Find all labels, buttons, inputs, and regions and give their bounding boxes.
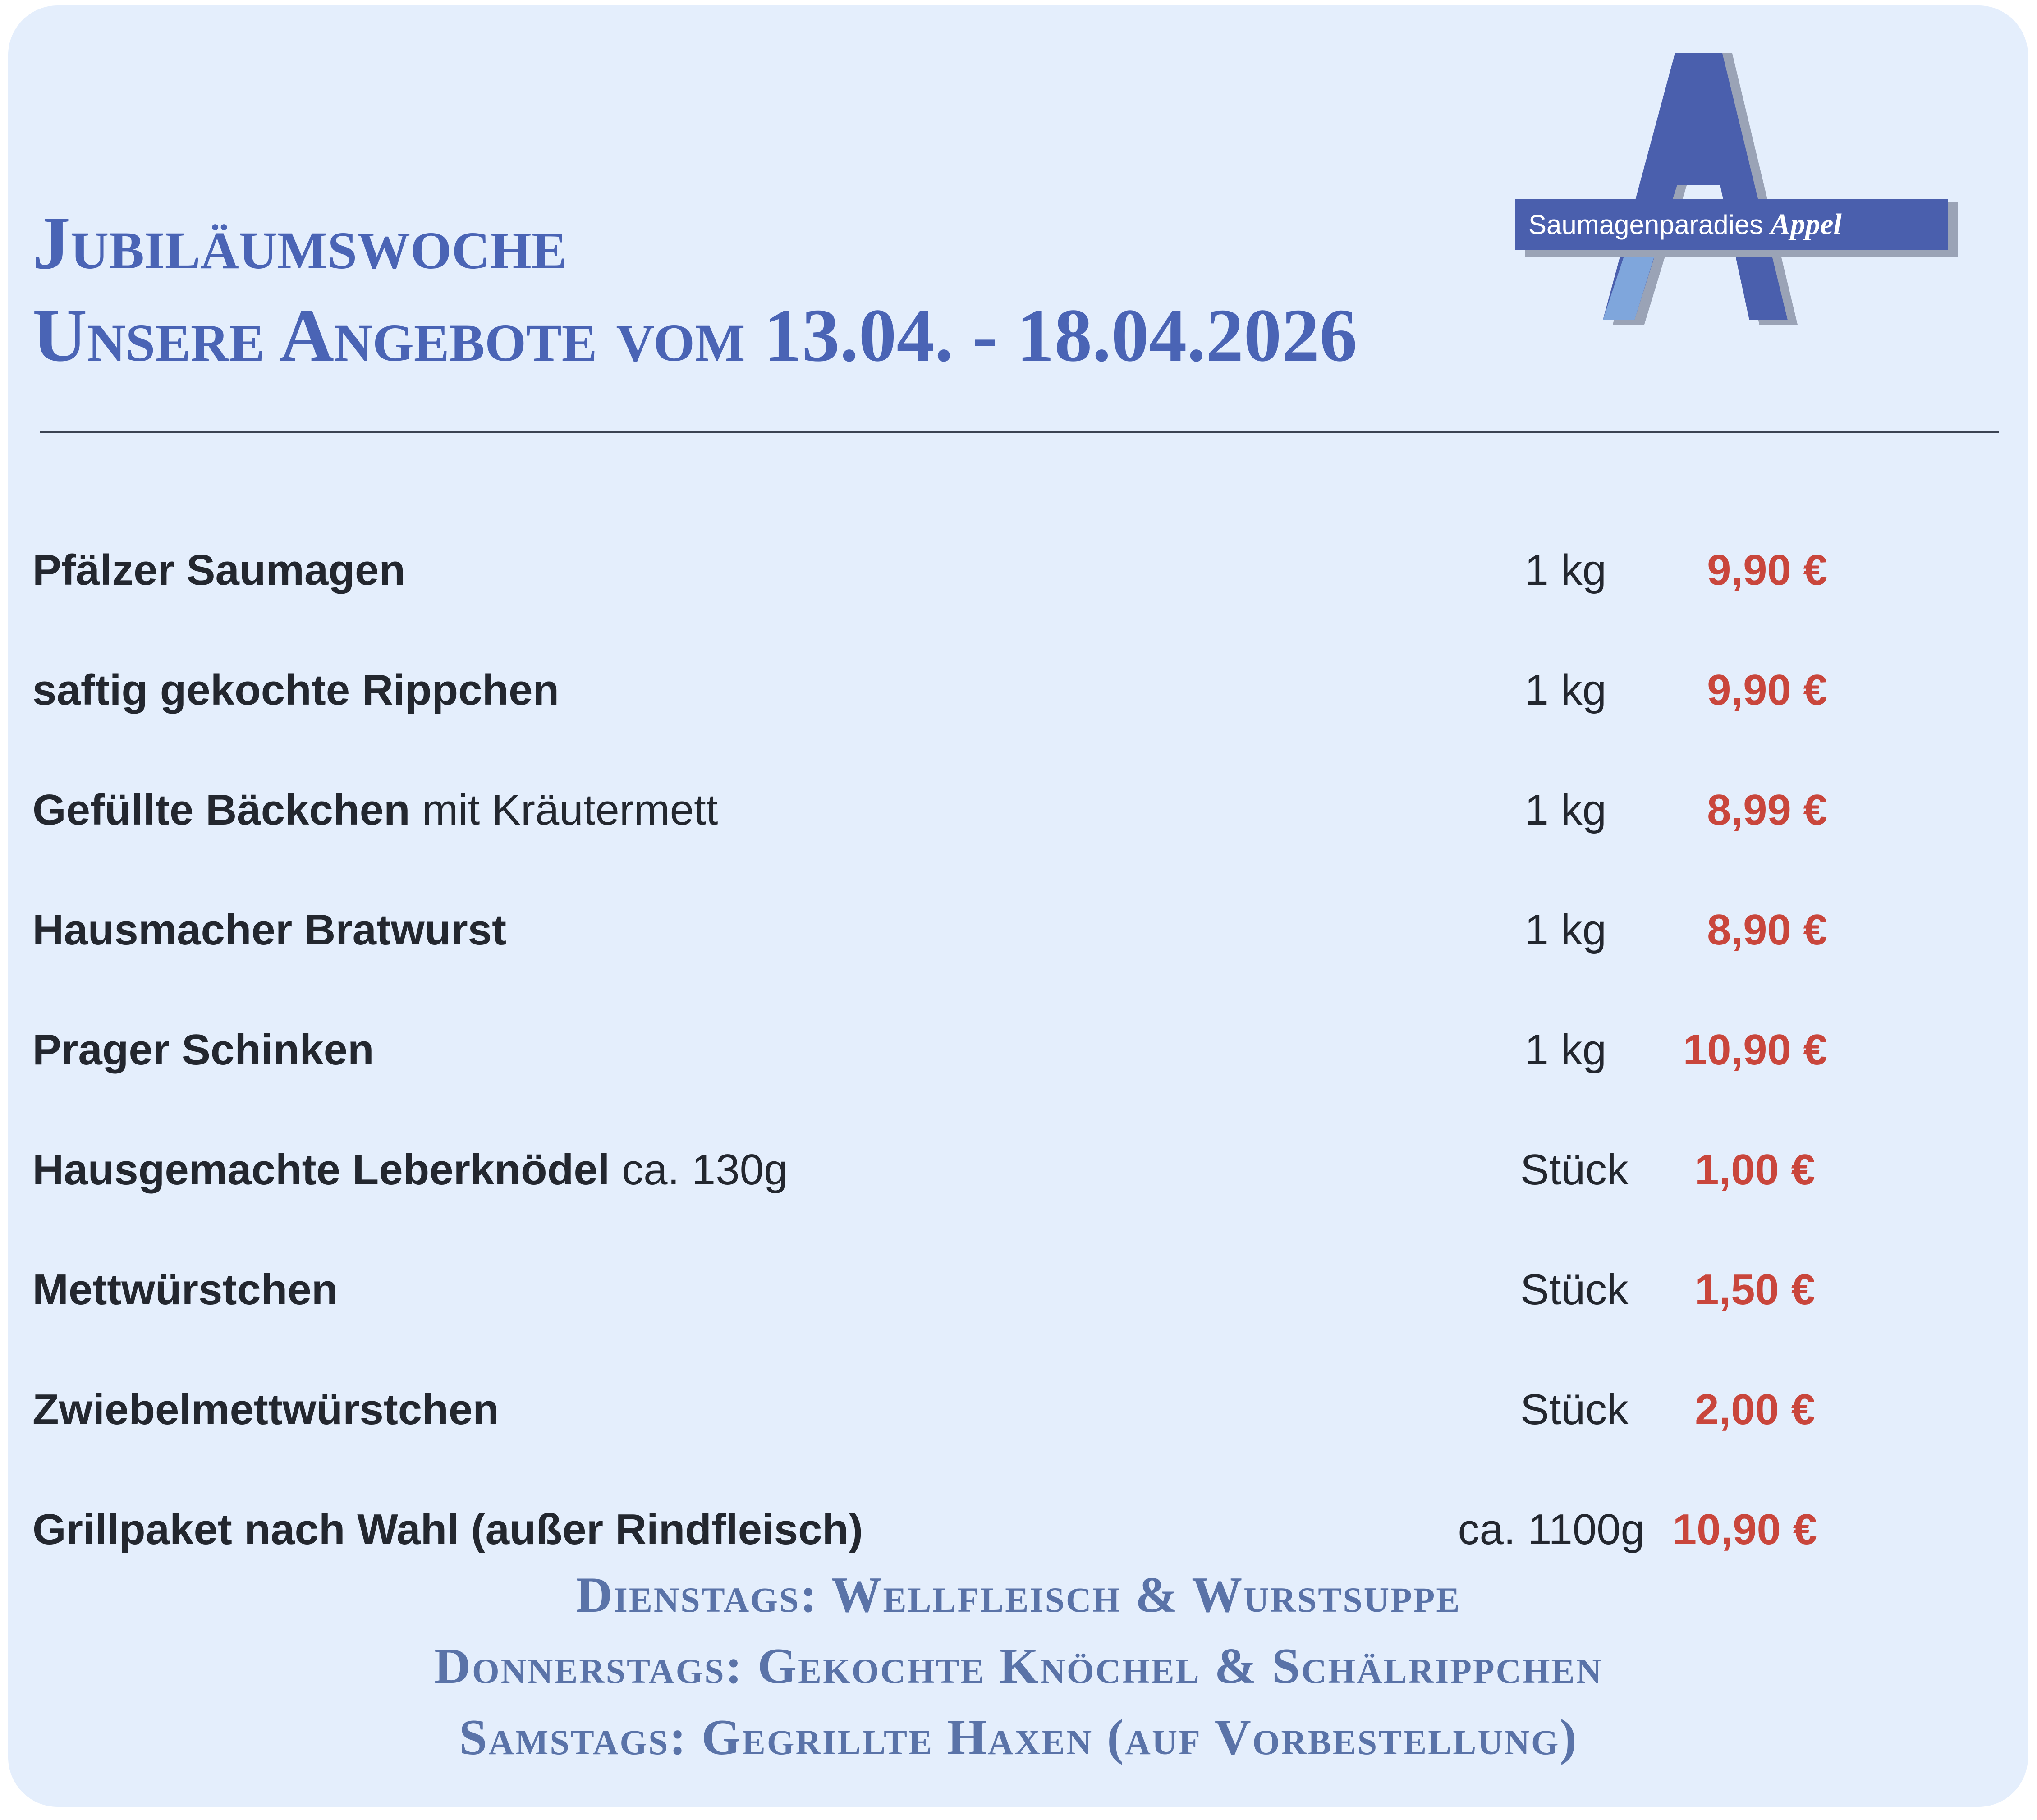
list-item bbox=[0, 899, 2037, 962]
logo-text-script: Appel bbox=[1771, 208, 1842, 241]
list-item bbox=[0, 1258, 2037, 1321]
item-unit: 1 kg bbox=[1524, 546, 1606, 594]
item-price: 9,90 € bbox=[1707, 666, 1827, 714]
item-unit: ca. 1100g bbox=[1458, 1505, 1645, 1554]
item-name: Hausgemachte Leberknödel ca. 130g bbox=[32, 1146, 788, 1194]
appel-logo bbox=[1515, 50, 1975, 329]
list-item bbox=[0, 1138, 2037, 1201]
item-price: 8,90 € bbox=[1707, 906, 1827, 954]
item-price: 1,00 € bbox=[1695, 1146, 1815, 1194]
logo-text bbox=[1528, 210, 1842, 239]
list-item bbox=[0, 659, 2037, 722]
item-unit: 1 kg bbox=[1524, 666, 1606, 714]
item-unit: Stück bbox=[1520, 1146, 1629, 1194]
list-item bbox=[0, 539, 2037, 602]
item-unit: Stück bbox=[1520, 1385, 1629, 1434]
item-name: Mettwürstchen bbox=[32, 1265, 338, 1314]
item-name: Zwiebelmettwürstchen bbox=[32, 1385, 499, 1434]
item-name: Prager Schinken bbox=[32, 1026, 374, 1074]
item-unit: 1 kg bbox=[1524, 906, 1606, 954]
item-price: 10,90 € bbox=[1683, 1026, 1827, 1074]
special-tuesday: Dienstags: Wellfleisch & Wurstsuppe bbox=[576, 1567, 1461, 1623]
list-item bbox=[0, 779, 2037, 842]
item-price: 8,99 € bbox=[1707, 786, 1827, 834]
list-item bbox=[0, 1378, 2037, 1441]
item-unit: Stück bbox=[1520, 1265, 1629, 1314]
item-unit: 1 kg bbox=[1524, 786, 1606, 834]
item-name: Grillpaket nach Wahl (außer Rindfleisch) bbox=[32, 1505, 863, 1554]
page-title: Jubiläumswoche bbox=[32, 201, 567, 285]
page-subtitle: Unsere Angebote vom 13.04. - 18.04.2026 bbox=[32, 293, 1358, 377]
item-unit: 1 kg bbox=[1524, 1026, 1606, 1074]
item-name: Gefüllte Bäckchen mit Kräutermett bbox=[32, 786, 718, 834]
special-saturday: Samstags: Gegrillte Haxen (auf Vorbestellung) bbox=[459, 1710, 1578, 1765]
logo-text-main: Saumagenparadies bbox=[1528, 210, 1763, 240]
item-name: Hausmacher Bratwurst bbox=[32, 906, 507, 954]
header-divider bbox=[40, 431, 1999, 433]
item-price: 10,90 € bbox=[1672, 1505, 1817, 1554]
list-item bbox=[0, 1498, 2037, 1561]
special-thursday: Donnerstags: Gekochte Knöchel & Schälrippchen bbox=[434, 1638, 1603, 1694]
item-name: saftig gekochte Rippchen bbox=[32, 666, 560, 714]
list-item bbox=[0, 1018, 2037, 1082]
item-price: 1,50 € bbox=[1695, 1265, 1815, 1314]
item-price: 9,90 € bbox=[1707, 546, 1827, 594]
item-price: 2,00 € bbox=[1695, 1385, 1815, 1434]
item-name: Pfälzer Saumagen bbox=[32, 546, 405, 594]
